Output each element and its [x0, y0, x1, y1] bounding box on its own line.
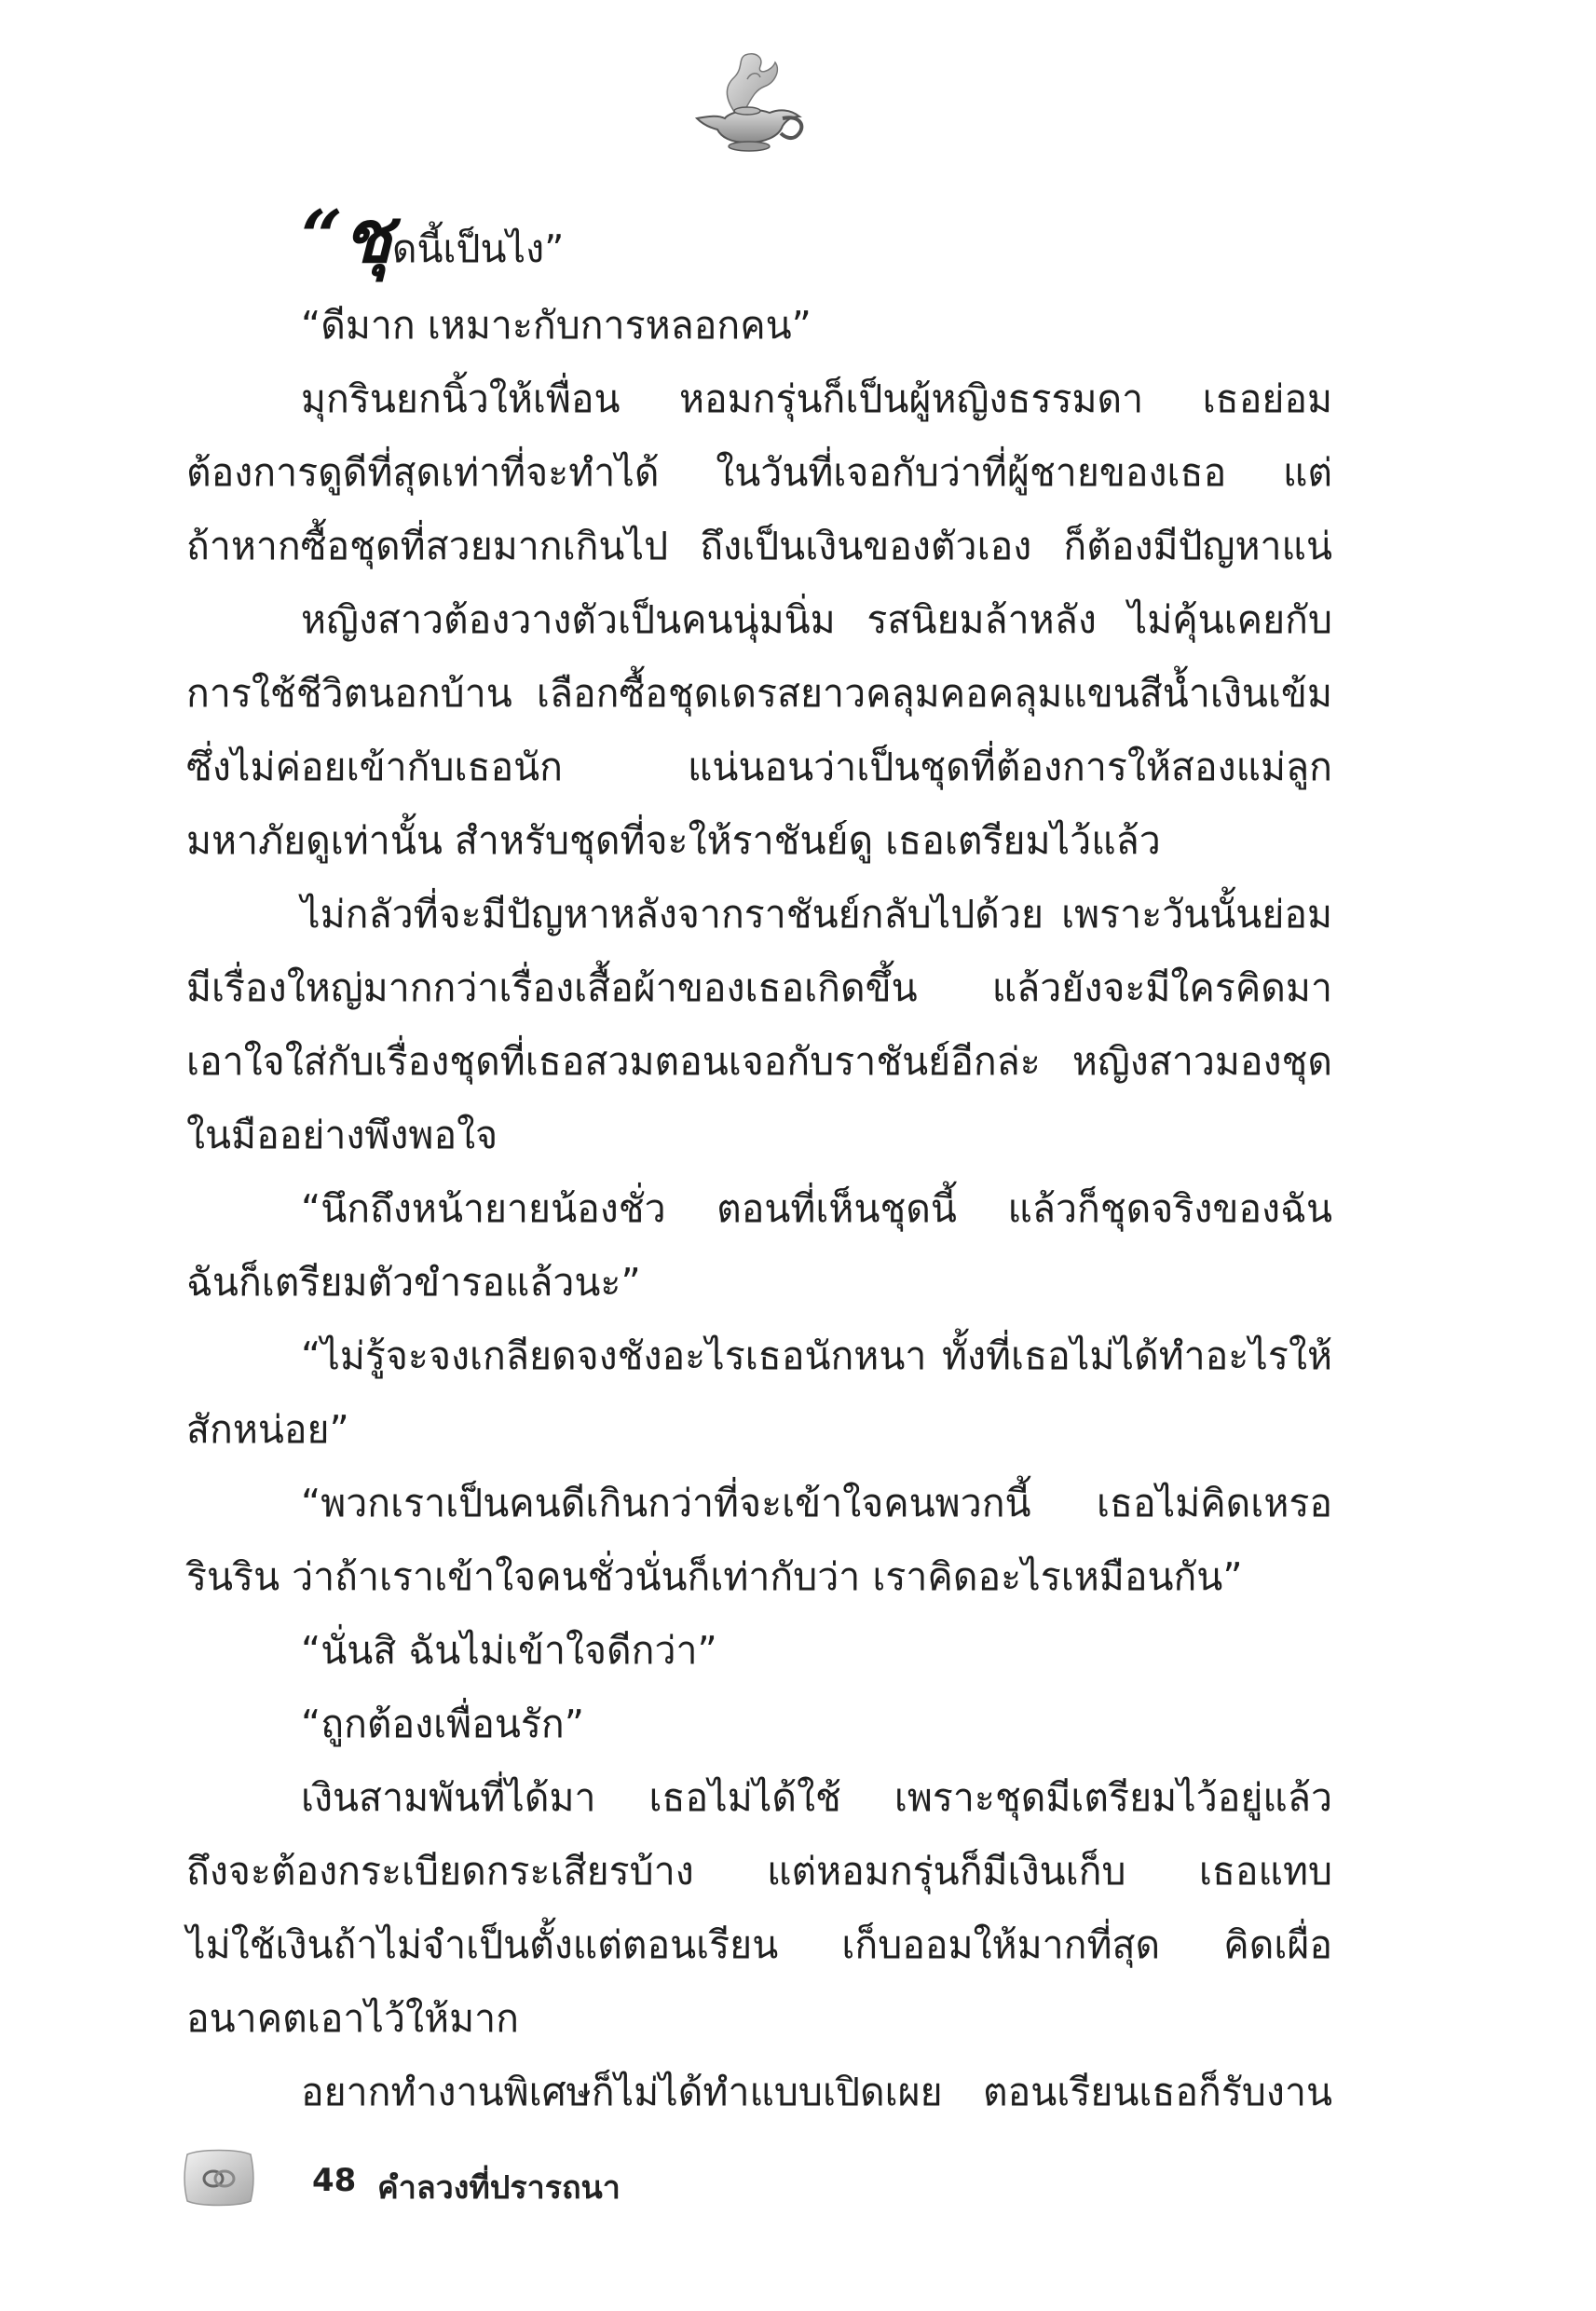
text-line: อยากทำงานพิเศษก็ไม่ได้ทำแบบเปิดเผย ตอนเรียนเธอก็รับงาน: [301, 2070, 1332, 2114]
text-line: “ดีมาก เหมาะกับการหลอกคน”: [301, 303, 812, 348]
text-line: “นึกถึงหน้ายายน้องชั่ว ตอนที่เห็นชุดนี้ แล้วก็ชุดจริงของฉัน: [301, 1186, 1332, 1231]
text-line: รินริน ว่าถ้าเราเข้าใจคนชั่วนั่นก็เท่ากับว่า เราคิดอะไรเหมือนกัน”: [186, 1554, 1243, 1599]
body-text: [186, 195, 1332, 2129]
text-line: ถึงจะต้องกระเบียดกระเสียรบ้าง แต่หอมกรุ่นก็มีเงินเก็บ เธอแทบ: [186, 1849, 1332, 1894]
text-line: ฉันก็เตรียมตัวขำรอแล้วนะ”: [186, 1260, 641, 1305]
paragraph-lines: [186, 289, 1332, 2129]
text-line: ต้องการดูดีที่สุดเท่าที่จะทำได้ ในวันที่เจอกับว่าที่ผู้ชายของเธอ แต่: [186, 450, 1332, 495]
text-line: สักหน่อย”: [186, 1407, 349, 1452]
text-line: เงินสามพันที่ได้มา เธอไม่ได้ใช้ เพราะชุดมีเตรียมไว้อยู่แล้ว: [301, 1775, 1332, 1820]
text-line: ถ้าหากซื้อชุดที่สวยมากเกินไป ถึงเป็นเงินของตัวเอง ก็ต้องมีปัญหาแน่: [186, 524, 1332, 568]
text-line: หญิงสาวต้องวางตัวเป็นคนนุ่มนิ่ม รสนิยมล้าหลัง ไม่คุ้นเคยกับ: [301, 597, 1332, 642]
text-line: อนาคตเอาไว้ให้มาก: [186, 1996, 519, 2041]
text-line: เอาใจใส่กับเรื่องชุดที่เธอสวมตอนเจอกับราชันย์อีกล่ะ หญิงสาวมองชุด: [186, 1039, 1332, 1084]
text-line: ในมืออย่างพึงพอใจ: [186, 1113, 498, 1157]
text-line: มหาภัยดูเท่านั้น สำหรับชุดที่จะให้ราชันย์ดู เธอเตรียมไว้แล้ว: [186, 818, 1161, 863]
text-line: “ถูกต้องเพื่อนรัก”: [301, 1702, 584, 1746]
text-line: “นั่นสิ ฉันไม่เข้าใจดีกว่า”: [301, 1628, 717, 1673]
text-line: ไม่ใช้เงินถ้าไม่จำเป็นตั้งแต่ตอนเรียน เก็บออมให้มากที่สุด คิดเผื่อ: [186, 1922, 1332, 1967]
text-line: ซึ่งไม่ค่อยเข้ากับเธอนัก แน่นอนว่าเป็นชุดที่ต้องการให้สองแม่ลูก: [186, 745, 1332, 789]
text-line: “พวกเราเป็นคนดีเกินกว่าที่จะเข้าใจคนพวกนี้ เธอไม่คิดเหรอ: [301, 1481, 1332, 1525]
opening-line-text: ดนี้เป็นไง”: [391, 226, 565, 271]
page-footer: [182, 2143, 834, 2227]
text-line: ไม่กลัวที่จะมีปัญหาหลังจากราชันย์กลับไปด้วย เพราะวันนั้นย่อม: [301, 892, 1332, 937]
text-line: “ไม่รู้จะจงเกลียดจงชังอะไรเธอนักหนา ทั้งที่เธอไม่ได้ทำอะไรให้: [301, 1333, 1332, 1378]
text-line: มุกรินยกนิ้วให้เพื่อน หอมกรุ่นก็เป็นผู้หญิงธรรมดา เธอย่อม: [301, 376, 1332, 421]
text-line: การใช้ชีวิตนอกบ้าน เลือกซื้อชุดเดรสยาวคลุมคอคลุมแขนสีน้ำเงินเข้ม: [186, 671, 1332, 716]
opening-line: [186, 195, 1332, 289]
page-number: 48: [312, 2162, 357, 2199]
text-line: มีเรื่องใหญ่มากกว่าเรื่องเสื้อผ้าของเธอเกิดขึ้น แล้วยังจะมีใครคิดมา: [186, 965, 1332, 1010]
pillow-ring-icon: [182, 2143, 256, 2212]
drop-cap: “ชุ: [301, 195, 392, 280]
book-title: คำลวงที่ปรารถนา: [377, 2169, 621, 2207]
genie-lamp-icon: [689, 51, 811, 154]
